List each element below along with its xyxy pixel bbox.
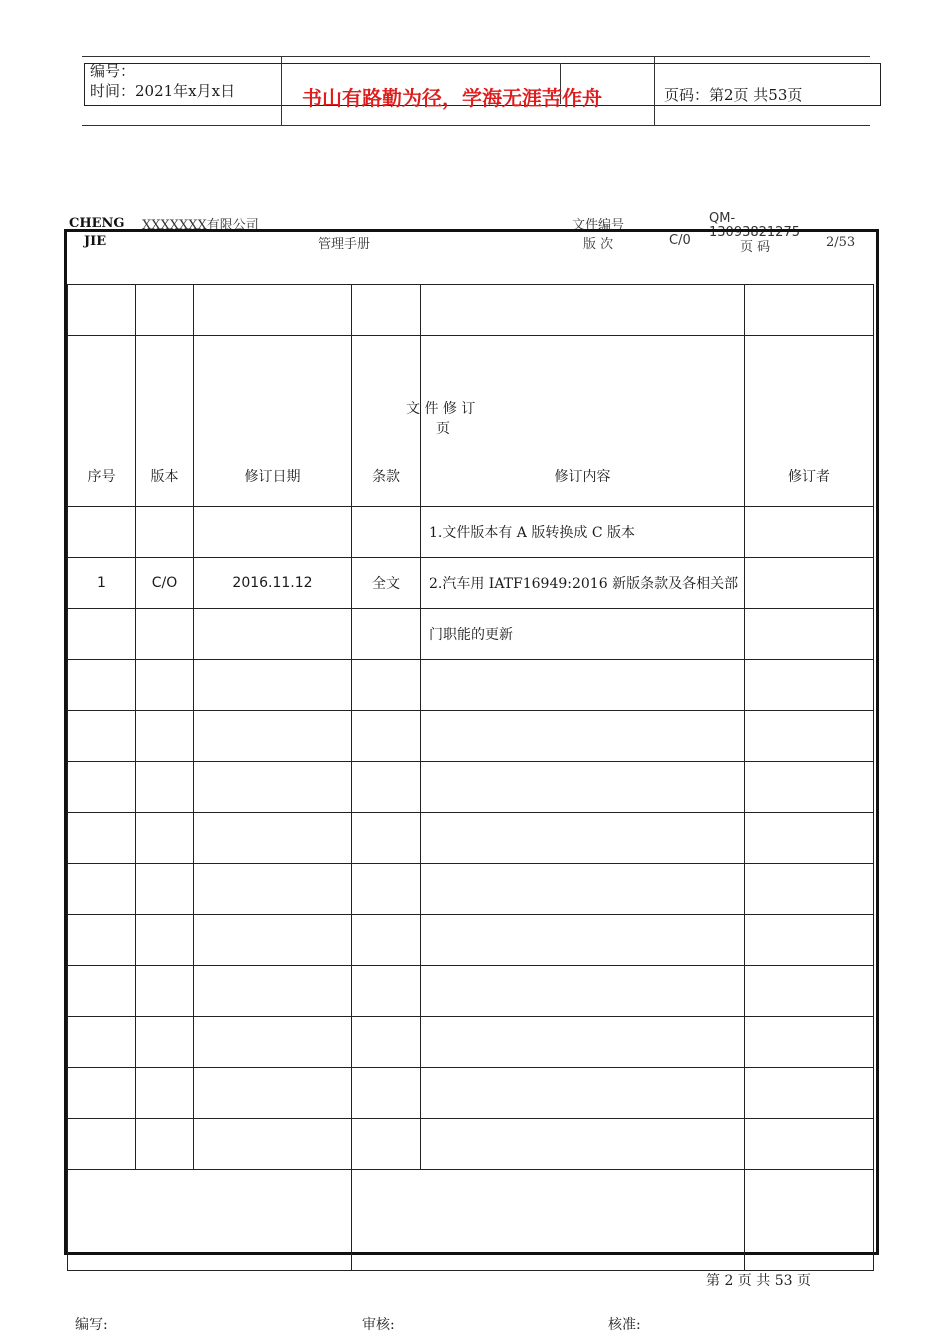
table-cell — [352, 1068, 421, 1119]
table-cell — [194, 1119, 352, 1170]
column-header-seq: 序号 — [68, 336, 136, 507]
table-cell — [194, 915, 352, 966]
table-cell — [68, 711, 136, 762]
header-top-rule — [82, 56, 870, 57]
table-cell — [421, 1068, 745, 1119]
table-cell — [194, 966, 352, 1017]
section-title: 页 — [436, 421, 450, 437]
table-cell — [68, 507, 136, 558]
table-cell — [194, 762, 352, 813]
table-cell — [352, 864, 421, 915]
table-cell — [352, 966, 421, 1017]
table-cell: 1 — [68, 558, 136, 609]
column-header-date: 修订日期 — [194, 336, 352, 507]
table-cell — [68, 813, 136, 864]
table-cell — [136, 915, 194, 966]
table-cell — [745, 864, 874, 915]
table-cell — [194, 813, 352, 864]
table-cell — [421, 1119, 745, 1170]
header-divider — [281, 56, 282, 126]
table-cell — [194, 864, 352, 915]
table-cell — [136, 711, 194, 762]
table-cell — [68, 762, 136, 813]
table-cell — [352, 711, 421, 762]
table-row — [68, 762, 874, 813]
company-name: XXXXXXX有限公司 — [142, 218, 259, 233]
signature-cell-reviewed — [352, 1170, 745, 1271]
revision-table — [67, 284, 874, 1271]
table-row — [68, 966, 874, 1017]
table-cell: 2.汽车用 IATF16949:2016 新版条款及各相关部 — [421, 558, 745, 609]
table-cell — [421, 762, 745, 813]
table-cell — [68, 915, 136, 966]
table-cell: 门职能的更新 — [421, 609, 745, 660]
page-value: 2/53 — [826, 235, 856, 250]
table-cell — [421, 660, 745, 711]
table-cell: 2016.11.12 — [194, 558, 352, 609]
table-cell — [194, 1017, 352, 1068]
table-row — [68, 915, 874, 966]
table-cell: 1.文件版本有 A 版转换成 C 版本 — [421, 507, 745, 558]
table-row — [68, 813, 874, 864]
table-cell — [194, 1068, 352, 1119]
table-row — [68, 711, 874, 762]
motto: 书山有路勤为径，学海无涯苦作舟 — [302, 86, 602, 110]
table-cell: C/O — [136, 558, 194, 609]
table-cell — [136, 1017, 194, 1068]
table-cell — [136, 1119, 194, 1170]
footer-reviewed-by: 审核: — [362, 1317, 395, 1333]
table-cell — [136, 864, 194, 915]
column-header-version: 版本 — [136, 336, 194, 507]
column-header-reviser: 修订者 — [745, 336, 874, 507]
manual-title: 管理手册 — [318, 237, 371, 252]
table-cell — [421, 1017, 745, 1068]
table-cell — [745, 762, 874, 813]
table-cell — [68, 609, 136, 660]
table-cell — [745, 660, 874, 711]
table-cell — [745, 711, 874, 762]
table-cell — [136, 660, 194, 711]
table-cell — [68, 1119, 136, 1170]
table-cell — [194, 711, 352, 762]
version-label: 版 次 — [583, 237, 614, 252]
table-cell — [136, 609, 194, 660]
company-code: JIE — [84, 234, 107, 249]
doc-number-label: 文件编号 — [572, 218, 625, 233]
table-cell — [194, 507, 352, 558]
column-header-content: 修订内容 — [421, 336, 745, 507]
table-cell — [745, 966, 874, 1017]
table-header-row — [68, 336, 874, 507]
table-cell — [136, 507, 194, 558]
column-header-clause: 条款 — [352, 336, 421, 507]
header-divider — [654, 56, 655, 126]
table-cell — [68, 966, 136, 1017]
table-cell — [745, 813, 874, 864]
table-row — [68, 1017, 874, 1068]
table-row — [68, 1068, 874, 1119]
table-row — [68, 660, 874, 711]
footer-approved-by: 核准: — [608, 1317, 641, 1333]
table-cell — [421, 711, 745, 762]
footer-page-note: 第 2 页 共 53 页 — [706, 1273, 811, 1289]
table-cell — [745, 1119, 874, 1170]
table-cell — [68, 864, 136, 915]
table-cell: 全文 — [352, 558, 421, 609]
table-cell — [745, 609, 874, 660]
table-cell — [421, 864, 745, 915]
table-cell — [352, 1017, 421, 1068]
table-cell — [421, 915, 745, 966]
table-row — [68, 507, 874, 558]
table-cell — [352, 507, 421, 558]
footer-prepared-by: 编写: — [75, 1317, 108, 1333]
document-number-label: 编号： — [90, 62, 136, 80]
signature-cell-prepared — [68, 1170, 352, 1271]
table-cell — [136, 762, 194, 813]
table-row — [68, 1119, 874, 1170]
table-cell — [136, 1068, 194, 1119]
revision-rows — [68, 507, 874, 1170]
table-cell — [136, 813, 194, 864]
table-cell — [745, 507, 874, 558]
doc-number-value: QM-13093821275 — [709, 211, 800, 240]
table-cell — [352, 915, 421, 966]
version-value: C/0 — [669, 233, 691, 248]
table-cell — [194, 609, 352, 660]
header-bottom-rule — [82, 125, 870, 126]
signature-cell-approved — [745, 1170, 874, 1271]
table-cell — [745, 1068, 874, 1119]
page-label: 页 码 — [740, 240, 771, 255]
table-cell — [745, 915, 874, 966]
table-cell — [352, 660, 421, 711]
table-cell — [352, 1119, 421, 1170]
table-cell — [745, 1017, 874, 1068]
table-row — [68, 558, 874, 609]
table-cell — [352, 762, 421, 813]
section-title: 文 件 修 订 — [406, 401, 476, 417]
table-cell — [352, 609, 421, 660]
table-row — [68, 864, 874, 915]
table-cell — [421, 966, 745, 1017]
table-cell — [745, 558, 874, 609]
table-row — [68, 609, 874, 660]
table-row — [68, 285, 874, 336]
table-cell — [68, 1017, 136, 1068]
table-cell — [352, 813, 421, 864]
header-page-label: 页码：第2页 共53页 — [664, 86, 803, 104]
document-time-label: 时间：2021年x月x日 — [90, 82, 236, 100]
table-cell — [136, 966, 194, 1017]
table-cell — [421, 813, 745, 864]
table-cell — [194, 660, 352, 711]
table-cell — [68, 1068, 136, 1119]
signature-row — [68, 1170, 874, 1271]
table-cell — [68, 660, 136, 711]
company-code: CHENG — [69, 216, 125, 231]
